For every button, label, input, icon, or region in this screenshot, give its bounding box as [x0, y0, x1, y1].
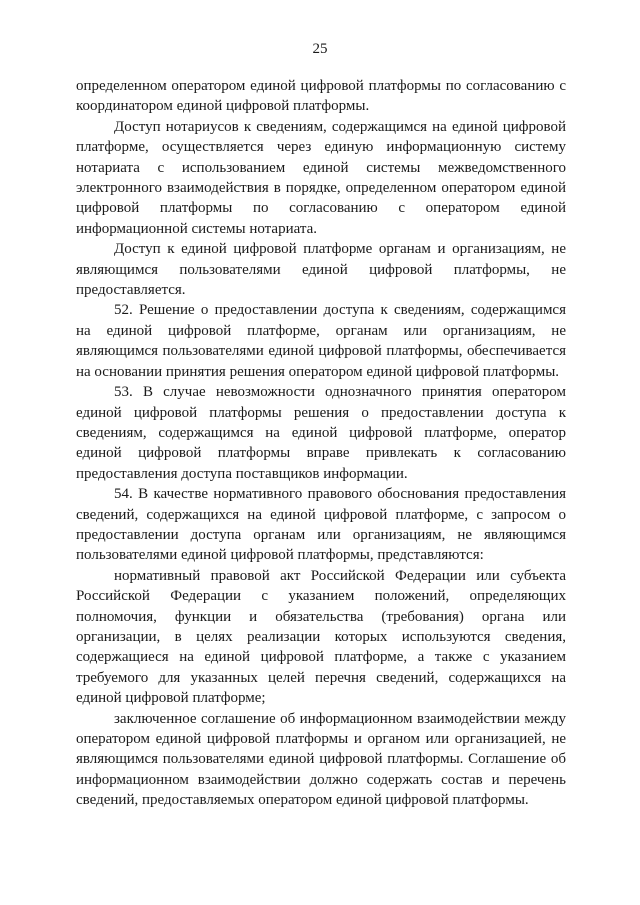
paragraph: Доступ нотариусов к сведениям, содержащимся на единой цифровой платформе, осуществляется через единую информационную систему нотариата с использованием единой системы межведомственного электронного взаимодействия в порядке, определенном оператором единой цифровой платформы по согласованию с оператором единой информационной системы нотариата.	[76, 118, 566, 237]
paragraph-clause-54: 54. В качестве нормативного правового обоснования предоставления сведений, содержащихся на единой цифровой платформе, с запросом о предоставлении доступа органам или организациям, не являющимся пользователями единой цифровой платформы, представляются:	[76, 486, 566, 564]
paragraph-list-item: заключенное соглашение об информационном взаимодействии между оператором единой цифровой платформы и органом или организацией, не являющимся пользователями единой цифровой платформы. Соглашение об информационном взаимодействии должно содержать состав и перечень сведений, предоставляемых оператором единой цифровой платформы.	[76, 710, 566, 809]
paragraph-list-item: нормативный правовой акт Российской Федерации или субъекта Российской Федерации с указанием положений, определяющих полномочия, функции и обязательства (требования) органа или организации, в целях реализации которых используются сведения, содержащиеся на единой цифровой платформе, а также с указанием требуемого для указанных целей перечня сведений, содержащихся на единой цифровой платформе;	[76, 567, 566, 707]
document-body	[76, 76, 566, 811]
paragraph-clause-53: 53. В случае невозможности однозначного принятия оператором единой цифровой платформы решения о предоставлении доступа к сведениям, содержащимся на единой цифровой платформе, оператор единой цифровой платформы вправе привлекать к согласованию предоставления доступа поставщиков информации.	[76, 384, 566, 482]
paragraph: Доступ к единой цифровой платформе органам и организациям, не являющимся пользователями единой цифровой платформы, не предоставляется.	[76, 241, 566, 299]
paragraph: определенном оператором единой цифровой платформы по согласованию с координатором единой цифровой платформы.	[76, 78, 566, 115]
page-number: 25	[312, 41, 328, 57]
paragraph-clause-52: 52. Решение о предоставлении доступа к сведениям, содержащимся на единой цифровой платформе, органам или организациям, не являющимся пользователями единой цифровой платформы, обеспечивается на основании принятия решения оператором единой цифровой платформы.	[76, 302, 566, 380]
